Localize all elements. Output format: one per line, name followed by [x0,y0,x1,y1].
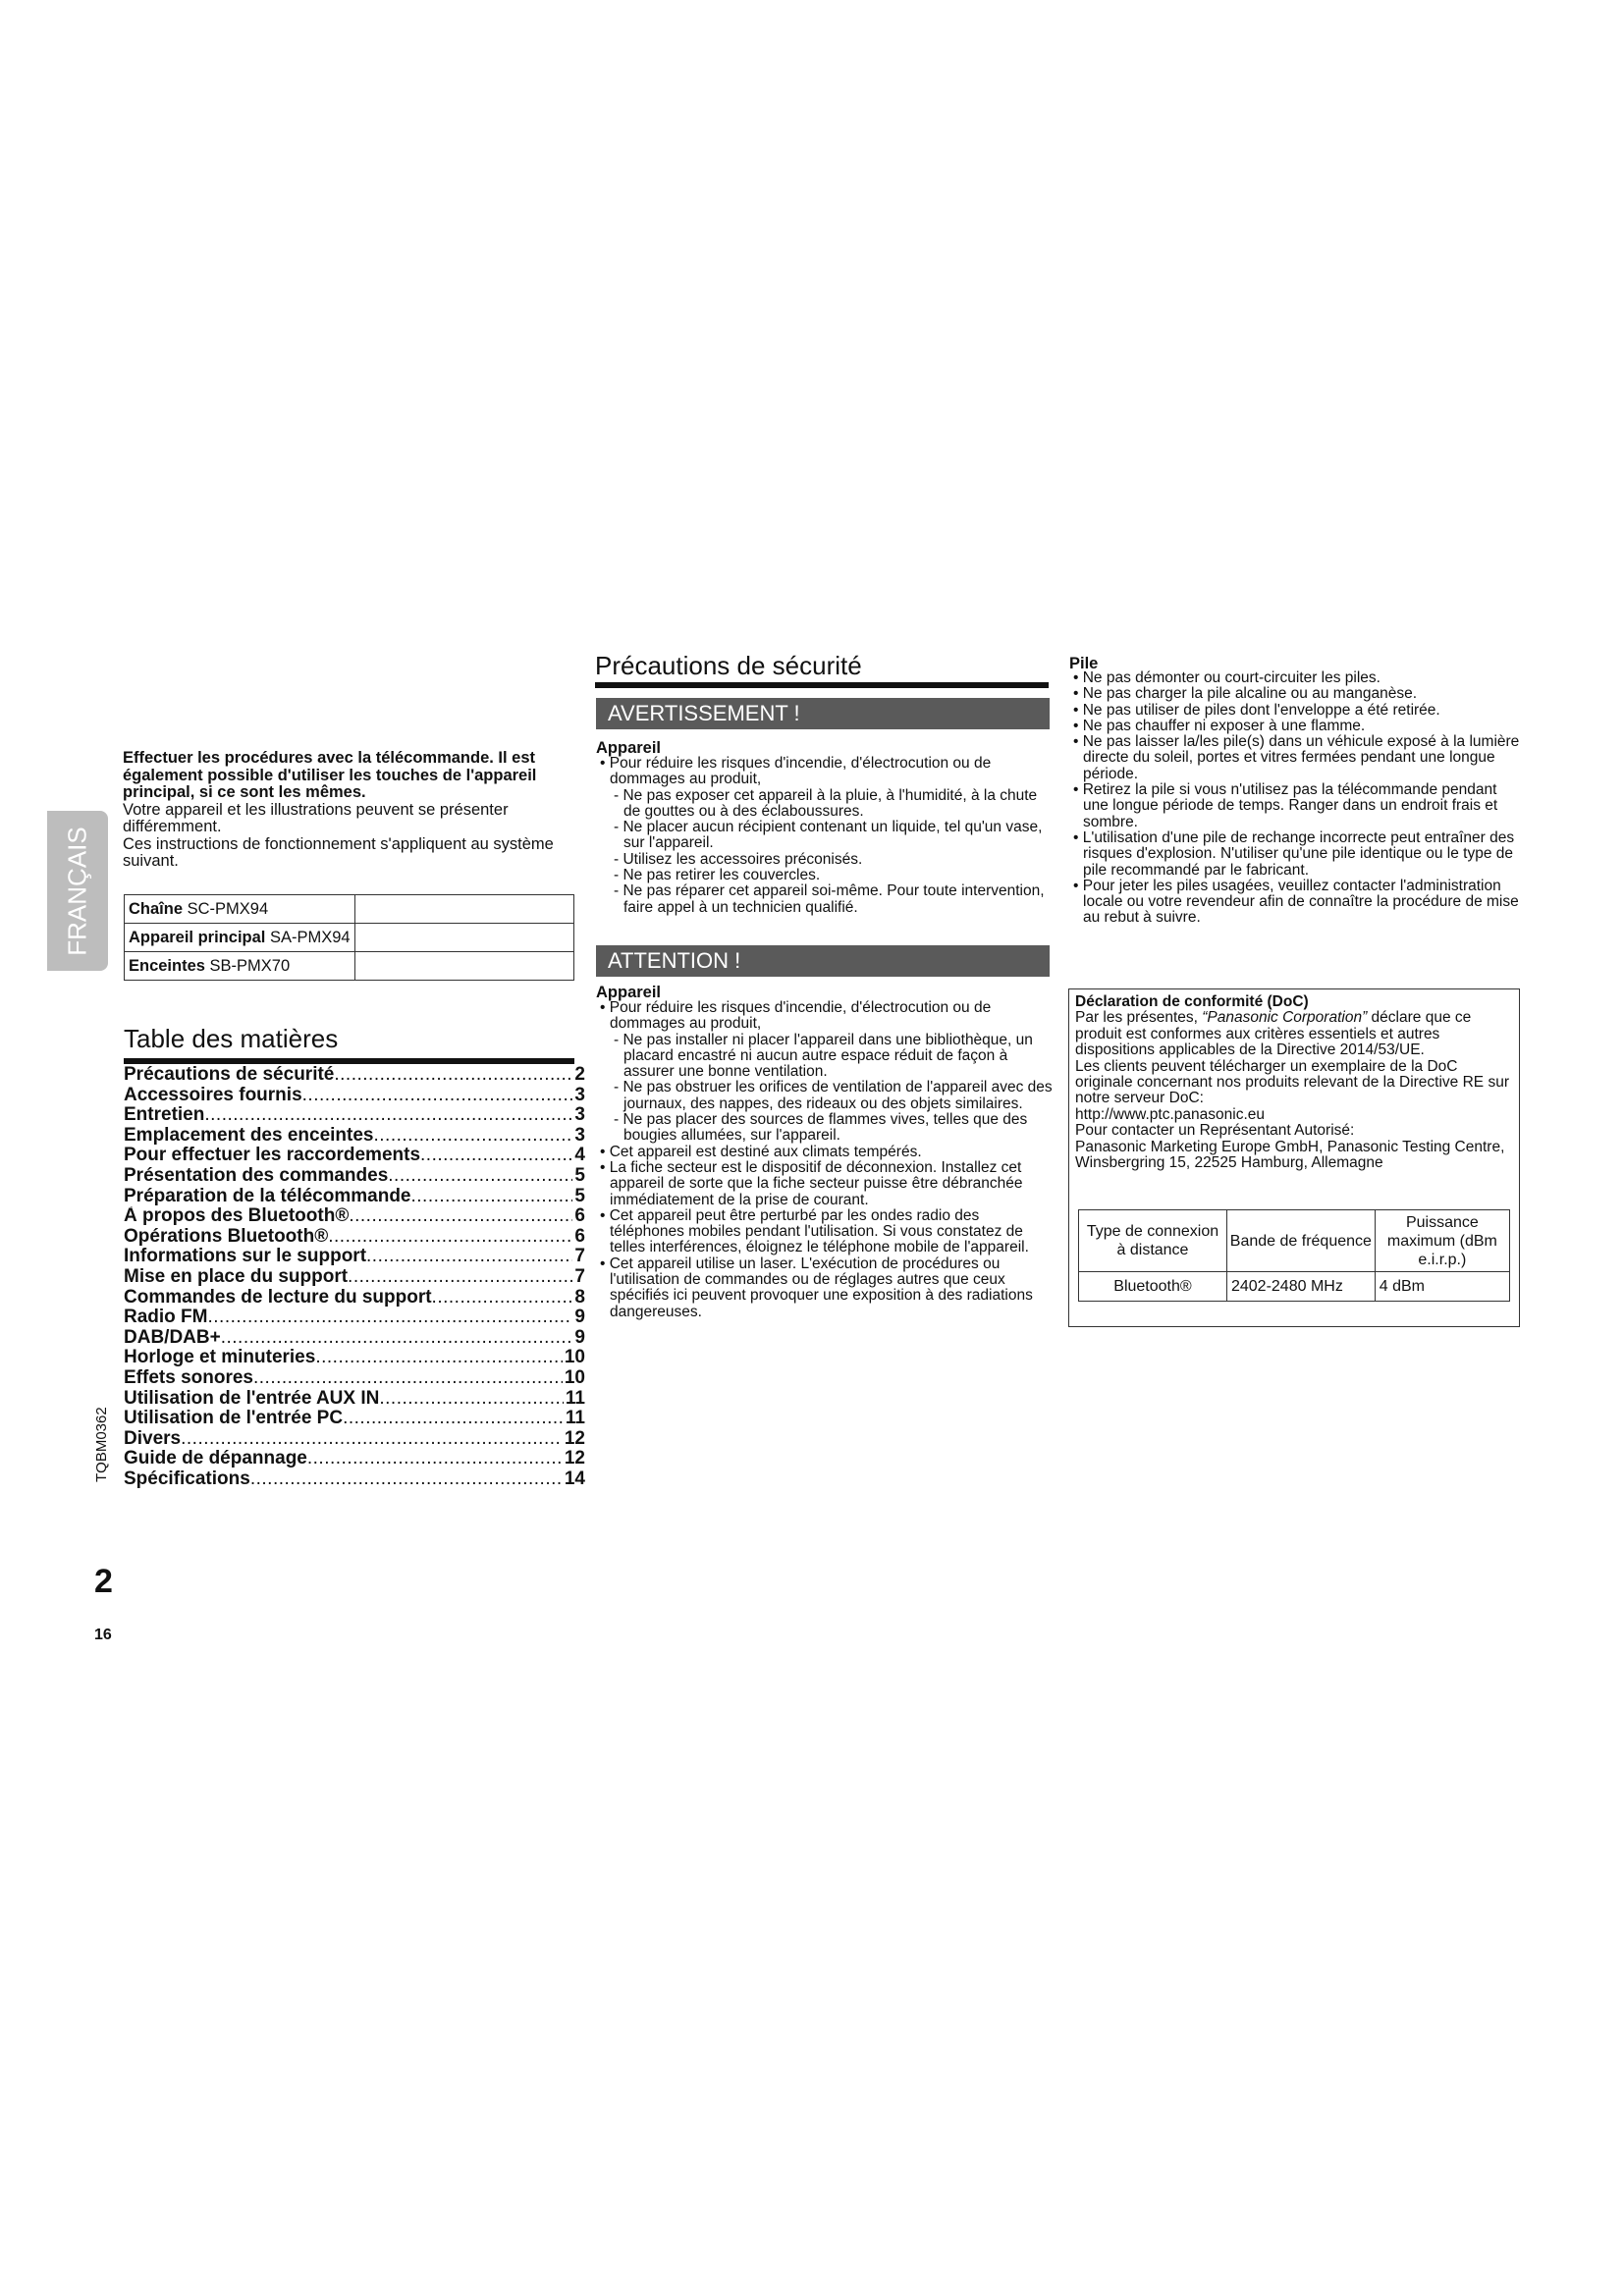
toc-item-label: Divers [124,1428,182,1449]
toc-item [124,1368,585,1389]
toc-item-page: 12 [564,1449,585,1469]
toc-item-label: DAB/DAB+ [124,1327,221,1348]
toc-item [124,1429,585,1450]
toc-leader [411,1187,573,1207]
warning-item: - Ne placer aucun récipient contenant un liquide, tel qu'un vase, sur l'appareil. [614,819,1043,852]
toc-item-label: Commandes de lecture du support [124,1287,432,1308]
attention-item: • Pour réduire les risques d'incendie, d'électrocution ou de dommages au produit, [600,999,992,1033]
attention-item: - Ne pas obstruer les orifices de ventilation de l'appareil avec des journaux, des nappes, des rideaux ou des objets similaires. [614,1079,1053,1112]
toc-leader [379,1389,564,1410]
toc-item-label: Préparation de la télécommande [124,1186,411,1206]
toc-leader [374,1126,573,1147]
toc-item [124,1206,585,1227]
toc-title: Table des matières [124,1024,339,1053]
toc-item-page: 10 [564,1348,585,1368]
model-value: SA-PMX94 [269,928,351,946]
model-row [125,895,574,924]
toc-item-label: Emplacement des enceintes [124,1125,374,1146]
pile-heading: Pile [1069,655,1099,672]
toc-leader [388,1166,572,1187]
warning-item: • Pour réduire les risques d'incendie, d'électrocution ou de dommages au produit, [600,755,992,788]
toc-item-page: 7 [574,1247,585,1267]
toc-item-label: Pour effectuer les raccordements [124,1146,421,1166]
pile-item: • Pour jeter les piles usagées, veuillez contacter l'administration locale ou votre revendeur afin de connaître la procédure de mise au rebut à suivre. [1073,877,1519,927]
attention-item: - Ne pas placer des sources de flammes vives, telles que des bougies allumées, sur l'appareil. [614,1111,1028,1145]
toc-leader [349,1206,572,1227]
toc-item [124,1409,585,1429]
toc-leader [181,1429,563,1450]
pile-item: • Ne pas laisser la/les pile(s) dans un véhicule exposé à la lumière directe du soleil, portes et vitres fermées pendant une longue période. [1073,733,1520,782]
toc-leader [302,1086,573,1106]
toc-leader [334,1065,572,1086]
model-value: SB-PMX70 [209,956,291,975]
model-label: Enceintes [129,956,205,975]
attention-item: • Cet appareil est destiné aux climats tempérés. [600,1143,922,1160]
toc-item-page: 5 [574,1165,585,1186]
toc-leader [208,1308,573,1328]
toc-leader [366,1247,572,1267]
toc-item [124,1105,585,1126]
warning-banner: AVERTISSEMENT ! [596,698,1050,729]
table-of-contents [124,1065,585,1489]
toc-item-label: Guide de dépannage [124,1449,307,1469]
rf-cell: 2402-2480 MHz [1226,1272,1375,1302]
intro-paragraph-1: Votre appareil et les illustrations peuvent se présenter différemment. [123,800,509,835]
toc-item-page: 12 [564,1428,585,1449]
pile-item: • Ne pas utiliser de piles dont l'enveloppe a été retirée. [1073,701,1440,719]
toc-item [124,1166,585,1187]
doc-p1-start: Par les présentes, [1075,1009,1203,1027]
toc-item-label: Effets sonores [124,1367,253,1388]
language-tab-label: FRANÇAIS [62,826,92,956]
doc-title: Déclaration de conformité (DoC) [1075,993,1309,1010]
warning-item: - Ne pas retirer les couvercles. [614,867,821,884]
intro-bold: Effectuer les procédures avec la télécommande. Il est également possible d'utiliser les touches de l'appareil principal, si ce sont les mêmes. [123,749,537,801]
warning-item: - Ne pas exposer cet appareil à la pluie, à l'humidité, à la chute de gouttes ou à des éclaboussures. [614,786,1038,820]
toc-item-label: Entretien [124,1105,205,1126]
model-row [125,924,574,952]
rf-header-cell: Puissance maximum (dBm e.i.r.p.) [1375,1210,1509,1272]
toc-item [124,1348,585,1368]
toc-leader [328,1227,572,1248]
toc-leader [204,1105,572,1126]
warning-list [596,756,1057,916]
toc-item-label: Utilisation de l'entrée AUX IN [124,1388,380,1409]
warning-item: - Ne pas réparer cet appareil soi-même. Pour toute intervention, faire appel à un technicien qualifié. [614,882,1045,916]
toc-item [124,1469,585,1490]
language-tab [47,811,108,971]
rf-table-header [1079,1210,1510,1272]
model-row [125,952,574,981]
document-code-text: TQBM0362 [93,1407,110,1482]
doc-p1-end: déclare que ce produit est conformes aux critères essentiels et autres dispositions applicables de la Directive 2014/53/UE. [1075,1009,1472,1059]
toc-divider [124,1058,574,1064]
doc-url: http://www.ptc.panasonic.eu [1075,1105,1266,1123]
toc-leader [307,1449,563,1469]
toc-leader [315,1348,563,1368]
toc-item-page: 3 [574,1105,585,1126]
toc-item [124,1086,585,1106]
doc-paragraph-2: Les clients peuvent télécharger un exemplaire de la DoC originale concernant nos produits relevant de la Directive RE sur notre serveur DoC: [1075,1057,1509,1107]
toc-item-label: Radio FM [124,1308,208,1328]
attention-item: • La fiche secteur est le dispositif de déconnexion. Installez cet appareil de sorte que la fiche secteur puisse être débranchée immédiatement de la prise de courant. [600,1158,1023,1208]
attention-list [596,1000,1057,1320]
toc-item-page: 3 [574,1085,585,1105]
rf-header-cell: Bande de fréquence [1226,1210,1375,1272]
toc-item-page: 9 [574,1308,585,1328]
pile-item: • L'utilisation d'une pile de rechange incorrecte peut entraîner des risques d'explosion. N'utiliser qu'une pile identique ou le type de pile recommandé par le fabricant. [1073,828,1515,879]
toc-item [124,1267,585,1288]
toc-item-page: 14 [564,1468,585,1489]
toc-leader [221,1328,573,1349]
toc-item-label: Opérations Bluetooth® [124,1226,329,1247]
toc-leader [420,1146,572,1166]
toc-item-label: Précautions de sécurité [124,1065,335,1085]
attention-item: - Ne pas installer ni placer l'appareil dans une bibliothèque, un placard encastré ni aucun autre espace réduit de façon à assurer une bonne ventilation. [614,1031,1033,1081]
attention-item: • Cet appareil utilise un laser. L'exécution de procédures ou l'utilisation de commandes ou de réglages autres que ceux spécifiés ici peuvent provoquer une exposition à des radiations dangereuses. [600,1255,1033,1320]
rf-table [1078,1209,1510,1302]
toc-item-label: Utilisation de l'entrée PC [124,1409,344,1429]
toc-item-label: À propos des Bluetooth® [124,1206,350,1227]
toc-item [124,1126,585,1147]
pile-item: • Ne pas chauffer ni exposer à une flamme. [1073,717,1366,734]
toc-item [124,1187,585,1207]
toc-item-page: 11 [565,1388,585,1409]
doc-text [1075,994,1517,1171]
doc-paragraph-1 [1075,1010,1517,1058]
rf-header-cell: Type de connexion à distance [1079,1210,1227,1272]
page-sub-number: 16 [94,1627,112,1643]
toc-item-label: Horloge et minuteries [124,1348,316,1368]
toc-leader [253,1368,563,1389]
toc-item-label: Accessoires fournis [124,1085,302,1105]
toc-item-page: 3 [574,1125,585,1146]
pile-item: • Retirez la pile si vous n'utilisez pas la télécommande pendant une longue période de temps. Ranger dans un endroit frais et sombre. [1073,781,1498,830]
toc-item-page: 9 [574,1327,585,1348]
model-table [124,894,574,981]
doc-paragraph-3: Pour contacter un Représentant Autorisé: [1075,1122,1355,1140]
toc-item-page: 6 [574,1206,585,1227]
toc-item-page: 2 [574,1065,585,1085]
toc-item-page: 4 [574,1146,585,1166]
intro-paragraph-2: Ces instructions de fonctionnement s'appliquent au système suivant. [123,834,554,870]
pile-item: • Ne pas démonter ou court-circuiter les piles. [1073,669,1380,686]
attention-subheading: Appareil [596,984,662,1001]
toc-item-page: 7 [574,1266,585,1287]
toc-item-page: 5 [574,1186,585,1206]
toc-item-label: Présentation des commandes [124,1165,389,1186]
doc-paragraph-4: Panasonic Marketing Europe GmbH, Panasonic Testing Centre, Winsbergring 15, 22525 Hamburg, Allemagne [1075,1138,1505,1172]
model-label: Chaîne [129,899,184,918]
toc-item [124,1328,585,1349]
toc-leader [250,1469,563,1490]
doc-company: “Panasonic Corporation” [1202,1009,1368,1027]
toc-leader [343,1409,564,1429]
attention-item: • Cet appareil peut être perturbé par les ondes radio des téléphones mobiles pendant l'utilisation. Si vous constatez de telles interférences, éloignez le téléphone mobile de l'appareil. [600,1206,1029,1256]
toc-item-label: Mise en place du support [124,1266,349,1287]
warning-subheading: Appareil [596,739,662,757]
safety-title: Précautions de sécurité [595,651,862,680]
toc-leader [348,1267,572,1288]
toc-item [124,1247,585,1267]
toc-item [124,1227,585,1248]
safety-divider [595,682,1049,688]
rf-cell: Bluetooth® [1079,1272,1227,1302]
toc-item-page: 11 [565,1409,585,1429]
toc-item-page: 10 [564,1367,585,1388]
page-number: 2 [94,1563,113,1600]
toc-item [124,1146,585,1166]
toc-item [124,1389,585,1410]
pile-list [1069,670,1521,927]
toc-item [124,1449,585,1469]
toc-item-label: Informations sur le support [124,1247,367,1267]
toc-item-page: 8 [574,1287,585,1308]
toc-leader [432,1288,573,1308]
model-value: SC-PMX94 [187,899,269,918]
intro-text [123,750,576,871]
attention-banner: ATTENTION ! [596,945,1050,977]
model-label: Appareil principal [129,928,266,946]
toc-item-label: Spécifications [124,1468,250,1489]
rf-cell: 4 dBm [1375,1272,1509,1302]
pile-item: • Ne pas charger la pile alcaline ou au manganèse. [1073,685,1418,703]
toc-item [124,1065,585,1086]
toc-item [124,1308,585,1328]
rf-table-row [1079,1272,1510,1302]
toc-item [124,1288,585,1308]
toc-item-page: 6 [574,1226,585,1247]
warning-item: - Utilisez les accessoires préconisés. [614,850,863,868]
